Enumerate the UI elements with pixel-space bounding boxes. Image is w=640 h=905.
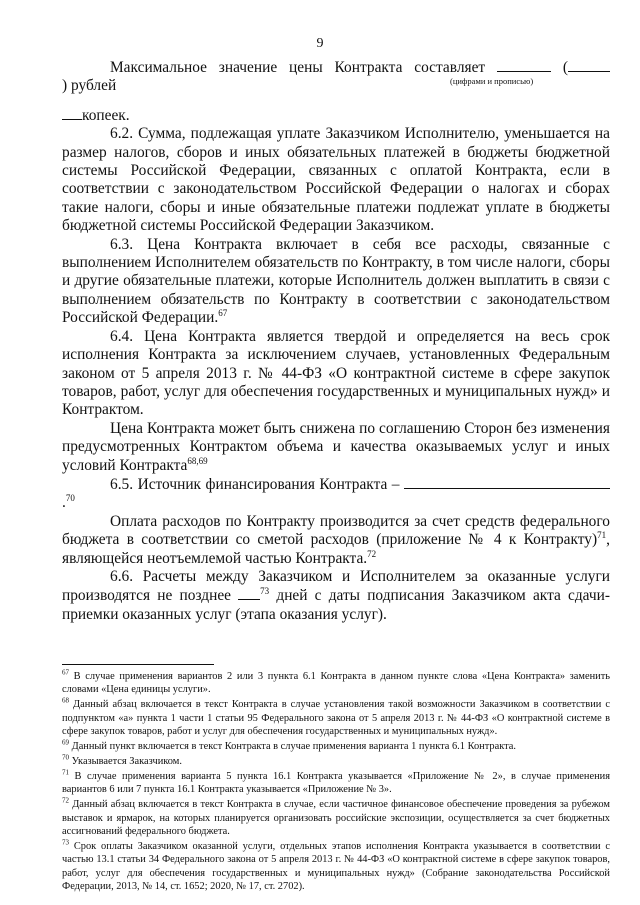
footnote-ref-71[interactable]: 71 (597, 530, 607, 541)
footnote-ref-70[interactable]: 70 (65, 493, 75, 504)
footnote-67 (62, 670, 610, 697)
footnote-70 (62, 755, 610, 768)
max-price-line (62, 58, 610, 96)
clause-6-4-reduction-text: Цена Контракта может быть снижена по соглашению Сторон без изменения предусмотренных Контрактом объема и качества оказываемых услуг и иных условий Контракта (62, 419, 610, 474)
price-words-blank (568, 58, 610, 72)
clause-6-6-text-a: 6.6. Расчеты между Заказчиком и Исполнителем за оказанные услуги производятся не позднее (62, 567, 610, 605)
footnote-number: 73 (62, 838, 69, 847)
clause-6-6-text-b: дней с даты подписания Заказчиком акта сдачи-приемки оказанных услуг (этапа оказания услуг). (62, 587, 610, 623)
open-paren: ( (562, 59, 568, 76)
close-paren: ) (62, 77, 68, 95)
clause-6-3-text: 6.3. Цена Контракта включает в себя все расходы, связанные с выполнением Исполнителем обязательств по Контракту, в том числе налоги, сборы и другие обязательные платежи, которые Исполнитель должен выплатить в связи с выполнением обязательств по Контракту в соответствии с законодательством Российской Федерации. (62, 235, 610, 327)
kopecks-label: копеек. (82, 106, 130, 124)
rubles-label: рублей (71, 77, 117, 95)
footnote-69 (62, 740, 610, 753)
footnote-number: 67 (62, 668, 69, 677)
clause-6-5-text: 6.5. Источник финансирования Контракта – (110, 475, 400, 493)
clause-6-5-payment-text: Оплата расходов по Контракту производится за счет средств федерального бюджета в соответствии со сметой расходов (приложение № 4 к Контракту) (62, 512, 610, 549)
footnote-number: 70 (62, 753, 69, 762)
footnote-72 (62, 798, 610, 838)
footnote-text: В случае применения вариантов 2 или 3 пункта 6.1 Контракта в данном пункте слова «Цена Контракта» заменить словами «Цена единицы услуги». (62, 671, 610, 696)
price-hint: (цифрами и прописью) (450, 76, 534, 86)
document-body (62, 58, 610, 624)
payment-days-blank (238, 586, 260, 600)
kopecks-blank (62, 106, 82, 120)
page-number: 9 (316, 36, 324, 51)
footnote-divider (62, 664, 214, 665)
footnote-number: 69 (62, 738, 69, 747)
footnote-number: 71 (62, 768, 69, 777)
clause-6-5-payment-end: , являющейся неотъемлемой частью Контракта. (62, 531, 610, 567)
clause-6-4-reduction (62, 420, 610, 475)
clause-6-5-end: . (62, 494, 66, 512)
price-digits-blank (497, 58, 551, 72)
clause-6-3 (62, 236, 610, 328)
footnote-number: 68 (62, 696, 69, 705)
max-price-text: Максимальное значение цены Контракта составляет (110, 59, 486, 76)
funding-source-blank (404, 475, 610, 489)
footnotes (62, 670, 610, 895)
footnote-71 (62, 770, 610, 797)
clause-6-5 (62, 475, 610, 513)
footnote-text: Данный абзац включается в текст Контракта в случае, если частичное финансовое обеспечение проведения за рубежом выставок и ярмарок, на которых планируется организовать российские экспозиции, осуществляется за счет бюджетных ассигнований федерального бюджета. (62, 799, 610, 837)
clause-6-4: 6.4. Цена Контракта является твердой и определяется на весь срок исполнения Контракта за исключением случаев, установленных Федеральным законом от 5 апреля 2013 г. № 44-ФЗ «О контрактной системе в сфере закупок товаров, работ, услуг для обеспечения государственных и муниципальных нужд» и Контрактом. (62, 327, 610, 419)
clause-6-5-payment (62, 513, 610, 568)
footnote-text: Данный абзац включается в текст Контракта в случае установления такой возможности Заказчиком в соответствии с подпунктом «а» пункта 1 части 1 статьи 95 Федерального закона от 5 апреля 2013 г. № 44-ФЗ «О контрактной системе в сфере закупок товаров, работ и услуг для обеспечения государственных и муниципальных нужд». (62, 699, 610, 738)
footnote-text: В случае применения варианта 5 пункта 16.1 Контракта указывается «Приложение № 2», в случае применения вариантов 6 или 7 пункта 16.1 Контракта указывается «Приложение № 3». (62, 770, 610, 796)
footnote-73 (62, 840, 610, 894)
clause-6-2: 6.2. Сумма, подлежащая уплате Заказчиком Исполнителю, уменьшается на размер налогов, сборов и иных обязательных платежей в бюджеты бюджетной системы Российской Федерации, связанных с оплатой Контракта, если в соответствии с законодательством Российской Федерации о налогах и сборах такие налоги, сборы и иные обязательные платежи подлежат уплате в бюджеты бюджетной системы Российской Федерации Заказчиком. (62, 125, 610, 235)
footnote-text: Указывается Заказчиком. (71, 755, 182, 767)
footnote-ref-68-69[interactable]: 68,69 (187, 455, 208, 466)
footnote-text: Срок оплаты Заказчиком оказанной услуги, отдельных этапов исполнения Контракта указывается в соответствии с частью 13.1 статьи 34 Федерального закона от 5 апреля 2013 г. № 44-ФЗ «О контрактной системе в сфере закупок товаров, работ, услуг для обеспечения государственных и муниципальных нужд» (Собрание законодательства Российской Федерации, 2013, № 14, ст. 1652; 2020, № 17, ст. 2702). (62, 840, 610, 893)
footnote-ref-73[interactable]: 73 (260, 586, 270, 597)
clause-6-6 (62, 568, 610, 624)
footnote-text: Данный пункт включается в текст Контракта в случае применения варианта 1 пункта 6.1 Контракта. (71, 741, 516, 753)
kopecks-line (62, 106, 610, 125)
footnote-number: 72 (62, 796, 69, 805)
footnote-68 (62, 698, 610, 738)
footnote-ref-67[interactable]: 67 (218, 308, 228, 319)
footnote-ref-72[interactable]: 72 (367, 548, 377, 559)
